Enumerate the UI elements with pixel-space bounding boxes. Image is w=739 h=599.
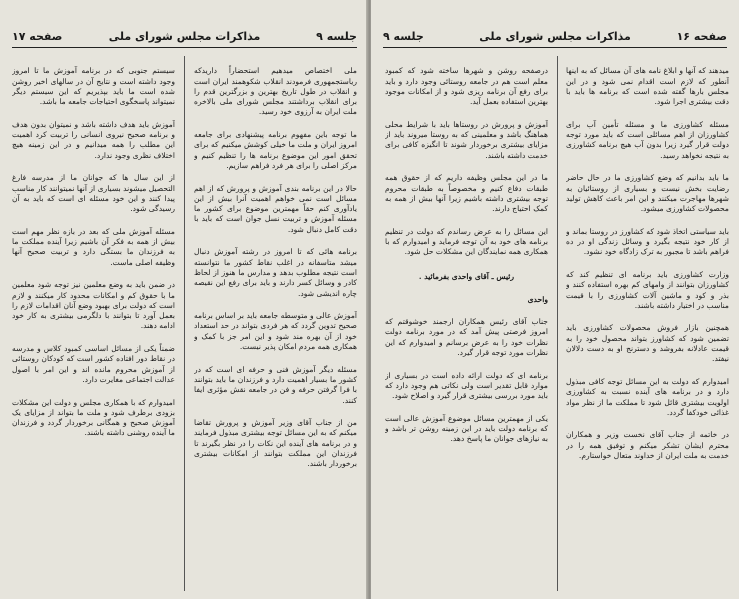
paragraph: ما باید بدانیم که وضع کشاورزی ما در حال حاضر رضایت بخش نیست و بسیاری از روستائیان به شهرها مهاجرت میکنند و این امر باعث کاهش تولید محصولات کشاورزی میشود. — [566, 173, 729, 214]
paragraph: برنامه هائی که تا امروز در رشته آموزش دنبال میشد متاسفانه در اغلب نقاط کشور ما نتوانسته است نتیجه مطلوب بدهد و مدارس ما هنوز از لحاظ کادر و وسائل کسر دارند و باید برای رفع این نقیصه چاره اندیشی شود. — [194, 247, 357, 298]
header-title: مذاکرات مجلس شورای ملی — [479, 30, 631, 43]
paragraph: درصفحه روشن و شهرها ساخته شود که کمبود معلم است هم در جامعه روستائی وجود دارد و باید برای رفع آن برنامه ریزی شود و از امکانات موجود بهترین استفاده بعمل آید. — [385, 66, 548, 107]
paragraph: مسئله دیگر آموزش فنی و حرفه ای است که در کشور ما بسیار اهمیت دارد و فرزندان ما باید بتوانند با فرا گرفتن حرفه و فن در جامعه نقش مؤثری ایفا کنند. — [194, 364, 357, 405]
paragraph: آموزش و پرورش در روستاها باید با شرایط محلی هماهنگ باشد و معلمینی که به روستا میروند باید از مزایای بیشتری برخوردار شوند تا انگیزه کافی برای خدمت داشته باشند. — [385, 119, 548, 160]
paragraph: باید سیاستی اتخاذ شود که کشاورز در روستا بماند و از کار خود نتیجه بگیرد و وسائل زندگی او در ده فراهم باشد تا مجبور به ترک زادگاه خود نشود. — [566, 226, 729, 257]
paragraph: همچنین بازار فروش محصولات کشاورزی باید تضمین شود که کشاورز بتواند محصول خود را به قیمت عادلانه بفروشد و دسترنج او به دست دلالان نیفتد. — [566, 323, 729, 364]
paragraph: مسئله کشاورزی ما و مسئله تأمین آب برای کشاورزان از اهم مسائلی است که باید مورد توجه دولت قرار گیرد زیرا بدون آب هیچ برنامه کشاورزی به نتیجه نخواهد رسید. — [566, 119, 729, 160]
page-number: صفحه ۱۶ — [676, 30, 727, 43]
paragraph: جناب آقای رئیس همکاران ارجمند خوشوقتم که امروز فرصتی پیش آمد که در مورد برنامه دولت نظرات خود را به عرض برسانم و امیدوارم که این نظرات مورد توجه قرار گیرد. — [385, 317, 548, 358]
header-title: مذاکرات مجلس شورای ملی — [108, 30, 261, 43]
page-number: صفحه ۱۷ — [12, 30, 63, 43]
session-label: جلسه ۹ — [383, 30, 424, 43]
paragraph: آموزش عالی و متوسطه جامعه باید بر اساس برنامه صحیح تدوین گردد که هر فردی بتواند در حد استعداد خود از آن بهره مند شود و این امر جز با کمک و همکاری همه مردم امکان پذیر نیست. — [194, 311, 357, 352]
paragraph: سیستم جنوبی که در برنامه آموزش ما تا امروز وجود داشته است و نتایج آن در سالهای اخیر روشن شده است ما باید بپذیریم که این سیستم دیگر نمیتواند پاسخگوی احتیاجات جامعه ما باشد. — [12, 66, 175, 107]
text-column-left — [12, 56, 175, 451]
paragraph: برنامه ای که دولت ارائه داده است در بسیاری از موارد قابل تقدیر است ولی نکاتی هم وجود دارد که باید مورد بررسی بیشتری قرار گیرد و اصلاح شود. — [385, 370, 548, 401]
paragraph: ما در این مجلس وظیفه داریم که از حقوق همه طبقات دفاع کنیم و مخصوصاً به طبقات محروم توجه بیشتری داشته باشیم زیرا آنها بیش از همه به کمک احتیاج دارند. — [385, 173, 548, 214]
text-column-right — [194, 56, 357, 482]
column-divider — [557, 56, 558, 591]
paragraph: ملی اختصاص میدهیم استحضاراً داریدکه ریاستجمهوری فرمودند انقلاب شکوهمند ایران است و انقلاب در طول تاریخ بهترین و بزرگترین قدم را برای انقلاب برداشتند مجلس شورای ملی بالاخره ملت ایران به آرزوی خود رسید. — [194, 66, 357, 117]
paragraph: میدهند که آنها و ابلاغ نامه های آن مسائل که به اینها آنطور که لازم است اقدام نمی شود و در این مجلس بارها گفته شده است که برنامه ها باید با دقت بیشتری اجرا شود. — [566, 66, 729, 107]
header-rule — [12, 47, 357, 48]
speaker-name — [385, 295, 548, 305]
speaker-name-text: واحدی — [527, 294, 548, 304]
paragraph: ما توجه باین مفهوم برنامه پیشنهادی برای جامعه امروز ایران و ملت ما خیلی کوشش میکنیم که برای تحقق امور این موضوع برنامه ها را تنظیم کنیم و مرکز اصلی را برای هر فرد فراهم سازیم. — [194, 130, 357, 170]
paragraph: مسئله آموزش ملی که بعد در بازه نظر مهم است بیش از همه به فکر آن باشیم زیرا آینده مملکت ما به فرزندان ما بستگی دارد و تربیت صحیح آنها وظیفه اصلی ماست. — [12, 226, 175, 267]
paragraph: ضمناً یکی از مسائل اساسی کمبود کلاس و مدرسه در نقاط دور افتاده کشور است که کودکان روستائی از آموزش محروم مانده اند و این امر با اصول عدالت اجتماعی مغایرت دارد. — [12, 344, 175, 384]
paragraph: امیدوارم که با همکاری مجلس و دولت این مشکلات بزودی برطرف شود و ملت ما بتواند از مزایای یک آموزش صحیح و همگانی برخوردار گردد و فرزندان ما آینده روشنی داشته باشند. — [12, 397, 175, 438]
paragraph: امیدوارم که دولت به این مسائل توجه کافی مبذول دارد و در برنامه های آینده نسبت به کشاورزی اولویت بیشتری قائل شود تا مملکت ما از نظر مواد غذائی خودکفا گردد. — [566, 376, 729, 417]
speaker-call: رئیس ـ آقای واحدی بفرمائید . — [418, 271, 515, 281]
page-header — [383, 30, 727, 48]
paragraph: در ضمن باید به وضع معلمین نیز توجه شود معلمین ما با حقوق کم و امکانات محدود کار میکنند و لازم است که دولت برای بهبود وضع آنان اقدامات لازم را بعمل آورد تا بتوانند با دلگرمی بیشتری به کار خود ادامه دهند. — [12, 280, 175, 331]
column-divider — [184, 56, 185, 591]
paragraph: حالا در این برنامه بندی آموزش و پرورش که از اهم مسائل است نمی خواهم اهمیت آنرا بیش از این یادآوری کنم حقاً مهمترین موضوع برای کشور ما مسئله آموزش و تربیت نسل جوان است که باید با دقت کامل دنبال شود. — [194, 183, 357, 234]
left-page — [0, 0, 369, 599]
session-label: جلسه ۹ — [316, 30, 357, 43]
text-column-left — [385, 56, 548, 457]
paragraph: این مسائل را به عرض رساندم که دولت در تنظیم برنامه های خود به آن توجه فرماید و امیدوارم که با همکاری همه نمایندگان این مشکلات حل شود. — [385, 226, 548, 257]
paragraph: در خاتمه از جناب آقای نخست وزیر و همکاران محترم ایشان تشکر میکنم و توفیق همه را در خدمت به ملت ایران از خداوند متعال خواستارم. — [566, 430, 729, 460]
page-header — [12, 30, 357, 48]
paragraph: وزارت کشاورزی باید برنامه ای تنظیم کند که کشاورزان بتوانند از وامهای کم بهره استفاده کنند و بذر و کود و ماشین آلات کشاورزی را با قیمت مناسب در اختیار داشته باشند. — [566, 269, 729, 310]
text-column-right — [566, 56, 729, 474]
paragraph: از این سال ها که جوانان ما از مدرسه فارغ التحصیل میشوند بسیاری از آنها نمیتوانند کار مناسب پیدا کنند و این خود مسئله ای است که باید به آن رسیدگی شود. — [12, 173, 175, 214]
right-page — [371, 0, 739, 599]
paragraph: آموزش باید هدف داشته باشد و نمیتوان بدون هدف و برنامه صحیح نیروی انسانی را تربیت کرد اهمیت این مطلب را همه میدانیم و در این زمینه هیچ اختلاف نظری وجود ندارد. — [12, 119, 175, 160]
paragraph: یکی از مهمترین مسائل موضوع آموزش عالی است که برنامه دولت باید در این زمینه روشن تر باشد و به نیازهای جوانان ما پاسخ دهد. — [385, 413, 548, 444]
header-rule — [383, 47, 727, 48]
paragraph: من از جناب آقای وزیر آموزش و پرورش تقاضا میکنم که به این مسائل توجه بیشتری مبذول فرمایند و در برنامه های آینده این نکات را در نظر بگیرند تا فرزندان این مملکت بتوانند از امکانات بیشتری برخوردار باشند. — [194, 418, 357, 469]
